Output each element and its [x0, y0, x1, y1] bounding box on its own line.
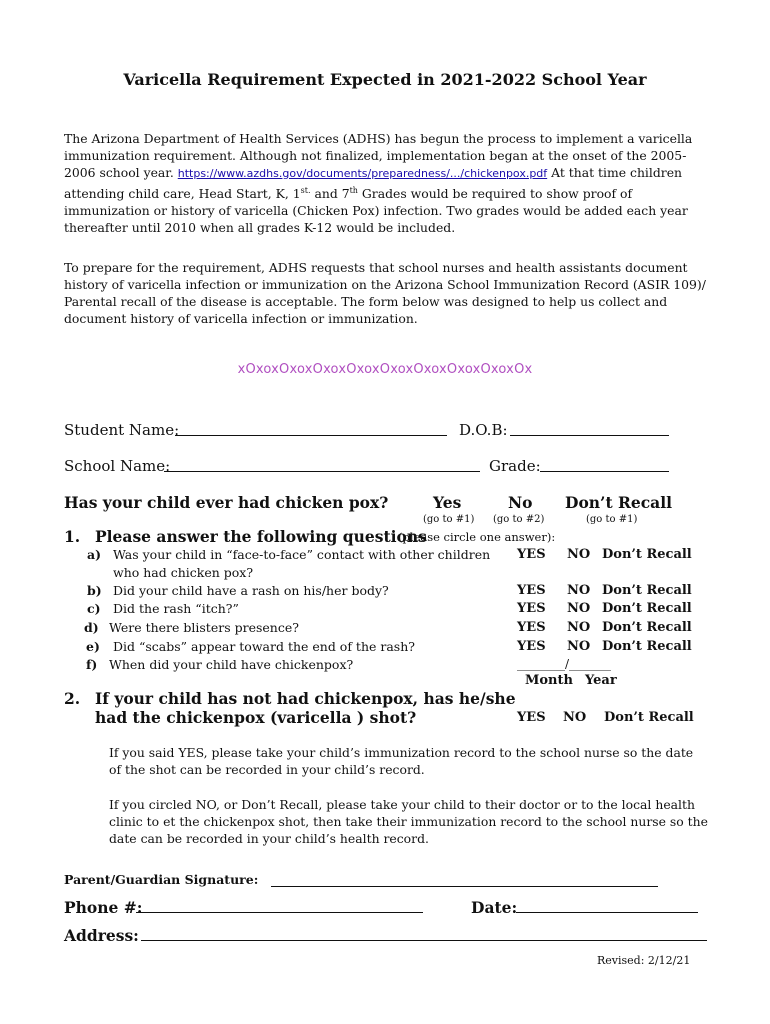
grade-label: Grade: [489, 457, 541, 475]
item-b-text: Did your child have a rash on his/her body? [113, 583, 389, 598]
q2-yes[interactable]: YES [517, 710, 546, 725]
e-yes[interactable]: YES [517, 639, 546, 654]
chickenpox-pdf-link[interactable]: https://www.azdhs.gov/documents/preparedness/.../chickenpox.pdf [177, 167, 548, 180]
main-yes-option[interactable]: Yes [433, 493, 462, 512]
item-d-letter: d) [84, 620, 99, 635]
parent-signature-label: Parent/Guardian Signature: [64, 872, 259, 887]
item-e-text: Did “scabs” appear toward the end of the rash? [113, 639, 415, 654]
e-dont-recall[interactable]: Don’t Recall [602, 639, 692, 654]
section1-note: (please circle one answer): [398, 530, 556, 544]
year-label: Year [585, 673, 617, 688]
intro-text-2: At that time children attending child care, Head Start, K, 1 [64, 165, 683, 202]
instruction-no: If you circled NO, or Don’t Recall, please take your child to their doctor or to the local health clinic to et the chickenpox shot, then take their immunization record to the school nurse so the date can be recorded in your child’s health record. [109, 797, 708, 846]
yes-note: (go to #1) [423, 514, 475, 525]
item-f-text: When did your child have chickenpox? [109, 657, 354, 672]
separator-line: xOxoxOxoxOxoxOxoxOxoxOxoxOxoxOxoxOx [237, 362, 533, 377]
section2-line1: If your child has not had chickenpox, has he/she [95, 689, 516, 708]
a-dont-recall[interactable]: Don’t Recall [602, 547, 692, 562]
section2-line2: had the chickenpox (varicella ) shot? [95, 708, 417, 727]
q2-dont-recall[interactable]: Don’t Recall [604, 710, 694, 725]
main-no-option[interactable]: No [508, 493, 533, 512]
school-name-label: School Name: [64, 457, 171, 475]
intro-text-3: and 7 [310, 186, 350, 202]
prepare-paragraph: To prepare for the requirement, ADHS requests that school nurses and health assistants document history of varicella infection or immunization on the Arizona School Immunization Record (ASIR 109)/ Parental recall of the disease is acceptable. The form below was designed to help us collect and document history of varicella infection or immunization. [64, 260, 706, 326]
address-label: Address: [64, 926, 139, 945]
c-yes[interactable]: YES [517, 601, 546, 616]
no-note: (go to #2) [493, 514, 545, 525]
date-label: Date: [471, 898, 518, 917]
c-dont-recall[interactable]: Don’t Recall [602, 601, 692, 616]
month-label: Month [525, 673, 573, 688]
item-e-letter: e) [86, 639, 100, 654]
revised-date: Revised: 2/12/21 [597, 954, 691, 967]
sup-st: st. [300, 186, 311, 195]
d-yes[interactable]: YES [517, 620, 546, 635]
student-name-field[interactable] [175, 421, 447, 436]
item-c-text: Did the rash “itch?” [113, 601, 239, 616]
intro-text: The Arizona Department of Health Services (ADHS) has begun the process to implement a varicella immunization requirement. Although not finalized, implementation began at the onset of the 2005-2006 school year. [64, 131, 693, 180]
item-b-letter: b) [87, 583, 102, 598]
item-f-letter: f) [86, 657, 98, 672]
b-yes[interactable]: YES [517, 583, 546, 598]
dob-field[interactable] [510, 421, 669, 436]
b-no[interactable]: NO [567, 583, 591, 598]
sup-th: th [349, 186, 358, 195]
main-question: Has your child ever had chicken pox? [64, 493, 389, 512]
main-dont-recall-option[interactable]: Don’t Recall [565, 493, 673, 512]
dont-recall-note: (go to #1) [586, 514, 638, 525]
c-no[interactable]: NO [567, 601, 591, 616]
grade-field[interactable] [540, 457, 669, 472]
item-a-text: Was your child in “face-to-face” contact with other children [113, 547, 491, 562]
a-yes[interactable]: YES [517, 547, 546, 562]
q2-no[interactable]: NO [563, 710, 587, 725]
intro-text-4: Grades would be required to show proof of immunization or history of varicella (Chicken Pox) infection. Two grades would be added each year thereafter until 2010 when all grades K-12 would be included. [64, 186, 688, 236]
section1-heading: Please answer the following questions [95, 527, 427, 546]
section2-number: 2. [64, 689, 81, 708]
intro-paragraph [64, 130, 714, 236]
address-field[interactable] [141, 926, 707, 941]
date-field[interactable] [516, 898, 698, 913]
a-no[interactable]: NO [567, 547, 591, 562]
section1-number: 1. [64, 527, 81, 546]
b-dont-recall[interactable]: Don’t Recall [602, 583, 692, 598]
student-name-label: Student Name: [64, 421, 180, 439]
f-date-field[interactable]: ________/_______ [517, 657, 612, 671]
dob-label: D.O.B: [459, 421, 508, 439]
school-name-field[interactable] [164, 457, 480, 472]
item-c-letter: c) [87, 601, 101, 616]
phone-field[interactable] [136, 898, 423, 913]
d-no[interactable]: NO [567, 620, 591, 635]
e-no[interactable]: NO [567, 639, 591, 654]
item-d-text: Were there blisters presence? [109, 620, 299, 635]
item-a-text-2: who had chicken pox? [113, 565, 254, 580]
item-a-letter: a) [87, 547, 102, 562]
instruction-yes: If you said YES, please take your child’s immunization record to the school nurse so the date of the shot can be recorded in your child’s record. [109, 745, 694, 777]
page-title: Varicella Requirement Expected in 2021-2022 School Year [123, 70, 647, 89]
parent-signature-field[interactable] [271, 872, 658, 887]
phone-label: Phone #: [64, 898, 143, 917]
d-dont-recall[interactable]: Don’t Recall [602, 620, 692, 635]
